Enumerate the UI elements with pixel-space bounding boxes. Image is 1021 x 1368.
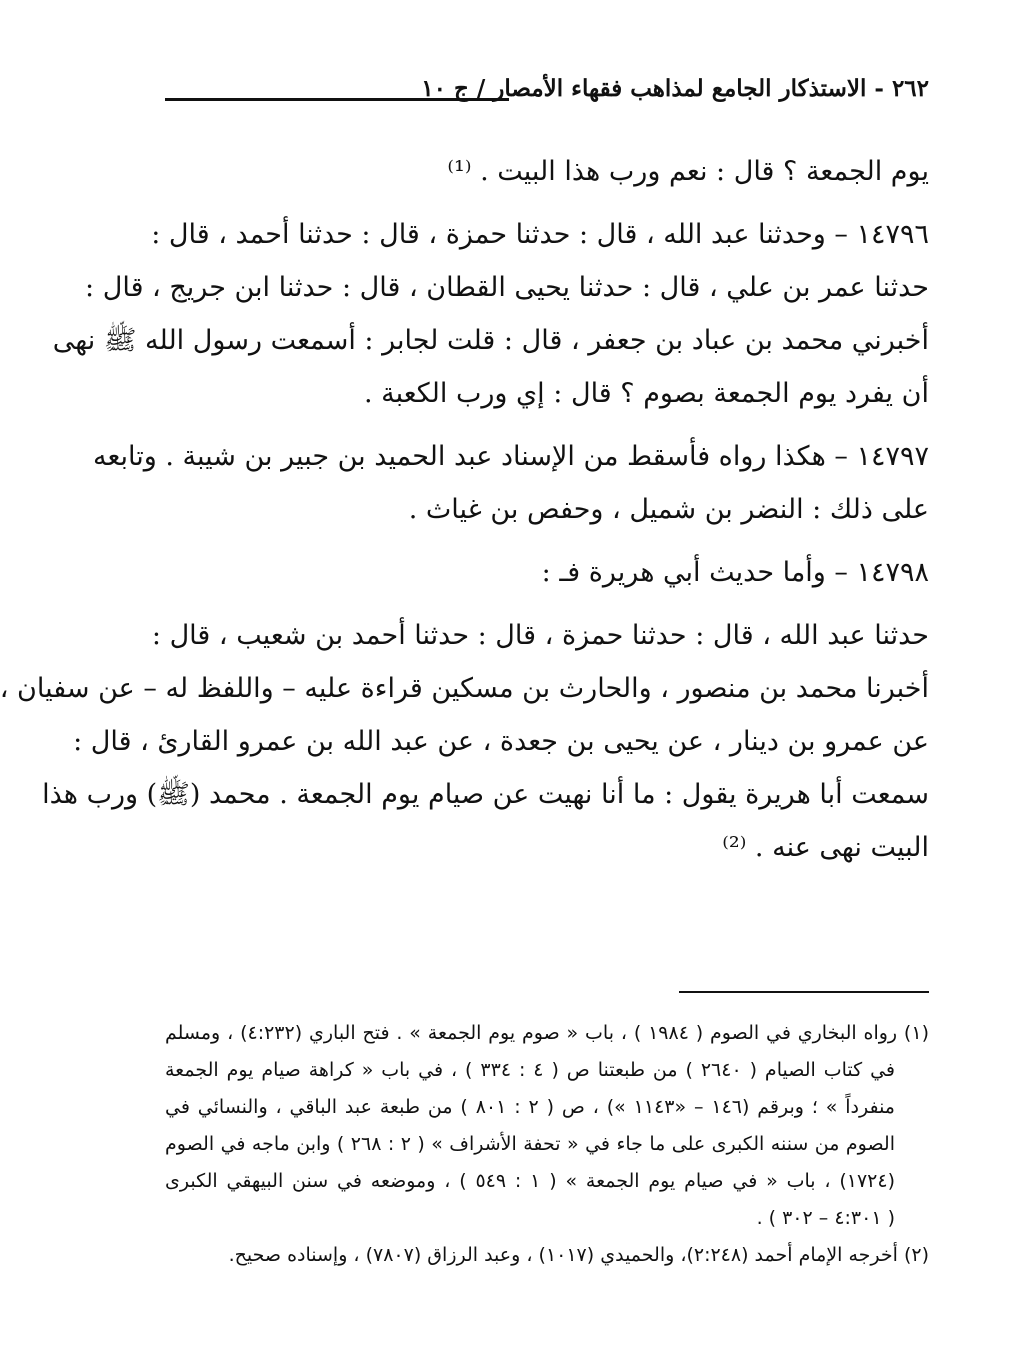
footnote-line: الصوم من سننه الكبرى على ما جاء في « تحفة الأشراف » ( ٢ : ٢٦٨ ) وابن ماجه في الصوم: [165, 1133, 895, 1155]
header-rule: [165, 98, 509, 101]
text-line: يوم الجمعة ؟ قال : نعم ورب هذا البيت . ⁽¹⁾: [447, 156, 929, 187]
footnote-line: (٢) أخرجه الإمام أحمد (٢:٢٤٨)، والحميدي (١٠١٧) ، وعبد الرزاق (٧٨٠٧) ، وإسناده صحيح.: [228, 1244, 929, 1266]
text-line: البيت نهى عنه . ⁽²⁾: [722, 832, 929, 863]
text-line: سمعت أبا هريرة يقول : ما أنا نهيت عن صيام يوم الجمعة . محمد (ﷺ) ورب هذا: [42, 779, 929, 810]
text-line: حدثنا عمر بن علي ، قال : حدثنا يحيى القطان ، قال : حدثنا ابن جريج ، قال :: [85, 272, 929, 303]
text-line: ١٤٧٩٨ – وأما حديث أبي هريرة فـ :: [541, 557, 929, 588]
footnote-line: منفرداً » ؛ وبرقم (١٤٦ – «١١٤٣ ») ، ص ( ٢ : ٨٠١ ) من طبعة عبد الباقي ، والنسائي في: [165, 1096, 895, 1118]
text-line: ١٤٧٩٦ – وحدثنا عبد الله ، قال : حدثنا حمزة ، قال : حدثنا أحمد ، قال :: [151, 219, 929, 250]
paragraph-gap: [165, 198, 929, 208]
text-line: أخبرني محمد بن عباد بن جعفر ، قال : قلت لجابر : أسمعت رسول الله ﷺ نهى: [52, 325, 929, 356]
main-text: [0, 145, 929, 874]
running-header: [165, 72, 929, 112]
paragraph-gap: [165, 536, 929, 546]
text-line: أن يفرد يوم الجمعة بصوم ؟ قال : إي ورب الكعبة .: [363, 378, 929, 409]
text-line: على ذلك : النضر بن شميل ، وحفص بن غياث .: [408, 494, 929, 525]
text-line: حدثنا عبد الله ، قال : حدثنا حمزة ، قال : حدثنا أحمد بن شعيب ، قال :: [151, 620, 929, 651]
text-line: أخبرنا محمد بن منصور ، والحارث بن مسكين قراءة عليه – واللفظ له – عن سفيان ،: [0, 673, 929, 704]
header-title: ٢٦٢ - الاستذكار الجامع لمذاهب فقهاء الأمصار / ج ١٠: [421, 75, 929, 102]
text-line: عن عمرو بن دينار ، عن يحيى بن جعدة ، عن عبد الله بن عمرو القارئ ، قال :: [73, 726, 929, 757]
text-line: ١٤٧٩٧ – هكذا رواه فأسقط من الإسناد عبد الحميد بن جبير بن شيبة . وتابعه: [92, 441, 929, 472]
footnote-line: (١) رواه البخاري في الصوم ( ١٩٨٤ ) ، باب « صوم يوم الجمعة » . فتح الباري (٤:٢٣٢) ، ومسلم: [165, 1022, 929, 1044]
footnote-line: في كتاب الصيام ( ٢٦٤٠ ) من طبعتنا ص ( ٤ : ٣٣٤ ) ، في باب « كراهة صيام يوم الجمعة: [165, 1059, 895, 1081]
paragraph-gap: [165, 599, 929, 609]
paragraph-gap: [165, 420, 929, 430]
footnote-line: ( ٤:٣٠١ – ٣٠٢ ) .: [756, 1207, 895, 1229]
footnote-separator: [679, 991, 929, 993]
footnotes: [165, 1015, 929, 1274]
footnote-line: (١٧٢٤) ، باب « في صيام يوم الجمعة » ( ١ : ٥٤٩ ) ، وموضعه في سنن البيهقي الكبرى: [165, 1170, 895, 1192]
